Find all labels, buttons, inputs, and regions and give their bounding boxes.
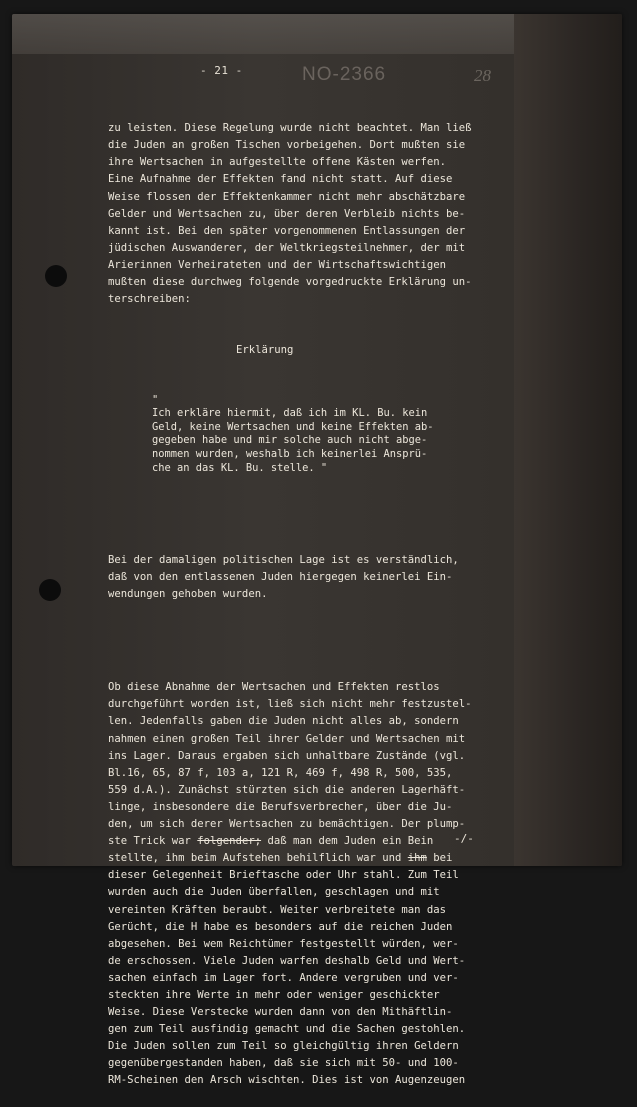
text-line: dieser Gelegenheit Brieftasche oder Uhr stahl. Zum Teil — [108, 869, 459, 882]
text-line: len. Jedenfalls gaben die Juden nicht alles ab, sondern — [108, 715, 459, 728]
text-line: 559 d.A.). Zunächst stürzten sich die anderen Lagerhäft- — [108, 783, 466, 796]
text-line: ihre Wertsachen in aufgestellte offene Kästen werfen. — [108, 156, 447, 169]
text-line: gen zum Teil ausfindig gemacht und die Sachen gestohlen. — [108, 1023, 466, 1036]
text-line: die Juden an großen Tischen vorbeigehen. Dort mußten sie — [108, 139, 466, 152]
text-line: Bei der damaligen politischen Lage ist es verständlich, — [108, 553, 459, 566]
text-line: Ob diese Abnahme der Wertsachen und Effekten restlos — [108, 681, 440, 694]
text-line: gegeben habe und mir solche auch nicht abge- — [152, 434, 428, 447]
text-line: mußten diese durchweg folgende vorgedruckte Erklärung un- — [108, 276, 472, 289]
text-line: linge, insbesondere die Berufsverbrecher, über die Ju- — [108, 800, 453, 813]
text-line: zu leisten. Diese Regelung wurde nicht beachtet. Man ließ — [108, 122, 472, 135]
text-segment: bei — [426, 852, 453, 865]
text-line: che an das KL. Bu. stelle. " — [152, 461, 328, 474]
text-line: daß von den entlassenen Juden hiergegen keinerlei Ein- — [108, 570, 453, 583]
page-number: - 21 - — [200, 64, 243, 77]
text-line: Gerücht, die H habe es besonders auf die reichen Juden — [108, 920, 453, 933]
text-line: sachen einfach im Lager fort. Andere vergruben und ver- — [108, 971, 459, 984]
text-line: terschreiben: — [108, 293, 191, 306]
text-line: Gelder und Wertsachen zu, über deren Verbleib nichts be- — [108, 207, 466, 220]
text-line: vereinten Kräften beraubt. Weiter verbreitete man das — [108, 903, 447, 916]
text-line: nommen wurden, weshalb ich keinerlei Ansprü- — [152, 448, 428, 461]
struck-text: folgender; — [197, 835, 262, 848]
text-segment: stellte, ihm beim Aufstehen behilflich war und — [108, 852, 408, 865]
paragraph-1 — [108, 120, 528, 308]
text-line: ins Lager. Daraus ergaben sich unhaltbare Zustände (vgl. — [108, 749, 466, 762]
handwritten-page-number: 28 — [474, 66, 491, 85]
text-line: Ich erkläre hiermit, daß ich im KL. Bu. kein — [152, 407, 428, 420]
continuation-mark: -/- — [454, 832, 474, 845]
text-line: " — [152, 393, 159, 406]
text-line: steckten ihre Werte in mehr oder weniger geschickter — [108, 988, 440, 1001]
text-line: nahmen einen großen Teil ihrer Gelder und Wertsachen mit — [108, 732, 466, 745]
declaration-title: Erklärung — [236, 344, 294, 357]
paragraph-2 — [108, 552, 528, 603]
text-line: abgesehen. Bei wem Reichtümer festgestellt würden, wer- — [108, 937, 459, 950]
text-line: Bl.16, 65, 87 f, 103 a, 121 R, 469 f, 498 R, 500, 535, — [108, 766, 453, 779]
text-line: Weise. Diese Verstecke wurden dann von den Mithäftlin- — [108, 1006, 453, 1019]
text-line: Weise flossen der Effektenkammer nicht mehr abschätzbare — [108, 190, 466, 203]
punch-hole-top — [45, 265, 67, 287]
sheet-top-band — [12, 14, 532, 54]
text-segment: daß man dem Juden ein Bein — [261, 835, 434, 848]
text-line: wurden auch die Juden überfallen, geschlagen und mit — [108, 886, 440, 899]
struck-text: ihm — [407, 852, 427, 865]
text-line: gegenübergestanden haben, daß sie sich mit 50- und 100- — [108, 1057, 459, 1070]
text-line: durchgeführt worden ist, ließ sich nicht mehr festzustel- — [108, 698, 472, 711]
text-line: de erschossen. Viele Juden warfen deshalb Geld und Wert- — [108, 954, 466, 967]
text-line: Arierinnen Verheirateten und der Wirtschaftswichtigen — [108, 258, 447, 271]
document-body — [108, 86, 528, 1107]
text-segment: ste Trick war — [108, 835, 198, 848]
text-line: den, um sich derer Wertsachen zu bemächtigen. Der plump- — [108, 818, 466, 831]
archive-stamp: NO-2366 — [302, 64, 387, 85]
text-line: RM-Scheinen den Arsch wischten. Dies ist von Augenzeugen — [108, 1074, 466, 1087]
text-line: wendungen gehoben wurden. — [108, 587, 268, 600]
text-line: Eine Aufnahme der Effekten fand nicht statt. Auf diese — [108, 173, 453, 186]
sheet-right-shadow — [514, 14, 622, 866]
text-line — [108, 850, 528, 867]
declaration-quote — [108, 394, 528, 476]
text-line: Die Juden sollen zum Teil so gleichgültig ihren Geldern — [108, 1040, 459, 1053]
text-line: jüdischen Auswanderer, der Weltkriegsteilnehmer, der mit — [108, 241, 466, 254]
text-line: Geld, keine Wertsachen und keine Effekten ab- — [152, 420, 434, 433]
punch-hole-bottom — [39, 579, 61, 601]
text-line: kannt ist. Bei den später vorgenommenen Entlassungen der — [108, 224, 466, 237]
paragraph-3 — [108, 679, 528, 1089]
